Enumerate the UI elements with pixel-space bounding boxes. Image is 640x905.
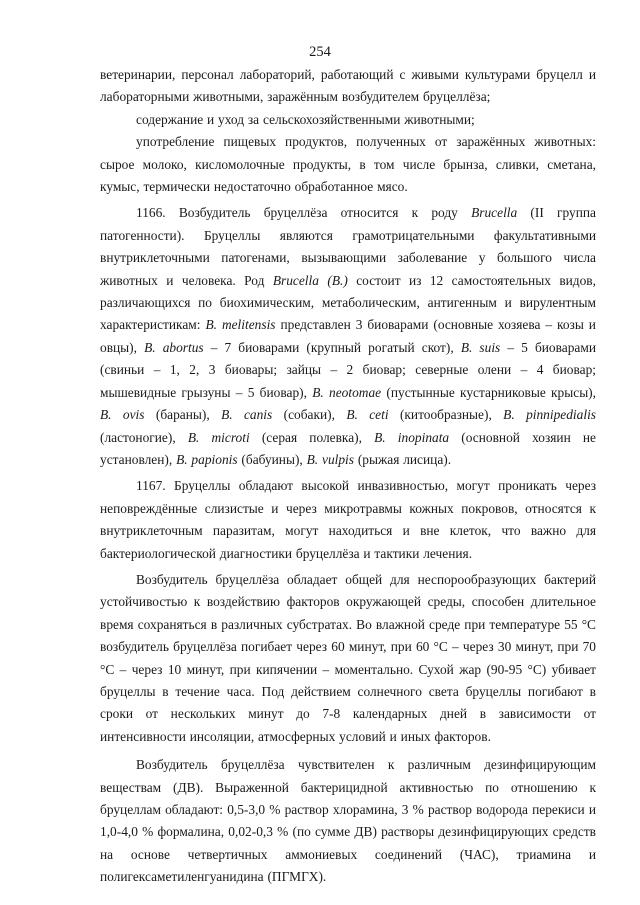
text-segment: 1166. Возбудитель бруцеллёза относится к роду bbox=[136, 205, 472, 221]
text-segment: (рыжая лисица). bbox=[354, 451, 452, 467]
paragraph-disinfectant-sensitivity: Возбудитель бруцеллёза чувствителен к различным дезинфицирующим веществам (ДВ). Выраженной бактерицидной активностью по отношению к бруцеллам обладают: 0,5-3,0 % раствор хлорамина, 3 % раствор водорода перекиси и 1,0-4,0 % формалина, 0,02-0,3 % (по сумме ДВ) растворы дезинфицирующих средств на основе четвертичных аммониевых соединений (ЧАС), триамина и полигексаметиленгуанидина (ПГМГХ). bbox=[100, 757, 596, 885]
species-name-italic: Brucella bbox=[471, 205, 518, 221]
text-segment: (ластоногие), bbox=[100, 429, 188, 445]
text-segment: представлен 3 биоварами (основные хозяева – козы и овцы), bbox=[100, 317, 596, 355]
text-segment: (бабуины), bbox=[237, 451, 307, 467]
species-name-italic: B. microti bbox=[187, 429, 250, 445]
species-name-italic: B. inopinata bbox=[374, 429, 450, 445]
text-segment: – 7 биоварами (крупный рогатый скот), bbox=[203, 339, 461, 355]
document-body bbox=[100, 64, 596, 889]
text-segment: (основной хозяин не установлен), bbox=[100, 429, 596, 467]
paragraph-1167-invasiveness: 1167. Бруцеллы обладают высокой инвазивностью, могут проникать через неповреждённые слизистые и через микротравмы кожных покровов, относятся к внутриклеточным паразитам, могут находиться и вне клеток, что важно для бактериологической диагностики бруцеллёза и тактики лечения. bbox=[100, 478, 596, 561]
text-segment: (бараны), bbox=[144, 407, 222, 423]
species-name-italic: B. pinnipedialis bbox=[503, 407, 597, 423]
species-name-italic: B. melitensis bbox=[205, 317, 276, 333]
species-name-italic: B. vulpis bbox=[306, 451, 354, 467]
text-segment: (II группа патогенности). Бруцеллы являются грамотрицательными факультативными внутриклеточными патогенами, вызывающими заболевание у большого числа животных и человека. Род bbox=[100, 205, 597, 288]
paragraph-animal-care: содержание и уход за сельскохозяйственными животными; bbox=[136, 111, 475, 127]
species-name-italic: B. neotomae bbox=[312, 384, 382, 400]
species-name-italic: B. ovis bbox=[100, 407, 145, 423]
species-name-italic: B. ceti bbox=[346, 407, 389, 423]
text-segment: (серая полевка), bbox=[249, 429, 375, 445]
species-name-italic: Brucella (B.) bbox=[272, 272, 348, 288]
text-segment: состоит из 12 самостоятельных видов, различающихся по биохимическим, метаболическим, антигенным и вирулентным характеристикам: bbox=[100, 272, 596, 333]
text-segment: (пустынные кустарниковые крысы), bbox=[381, 384, 596, 400]
text-segment: (собаки), bbox=[272, 407, 347, 423]
species-name-italic: B. suis bbox=[460, 339, 501, 355]
page-number: 254 bbox=[309, 44, 331, 60]
paragraph-environmental-resistance: Возбудитель бруцеллёза обладает общей для неспорообразующих бактерий устойчивостью к воздействию факторов окружающей среды, способен длительное время сохраняться в различных субстратах. Во влажной среде при температуре 55 °C возбудитель бруцеллёза погибает через 60 минут, при 60 °C – через 30 минут, при 70 °C – через 10 минут, при кипячении – моментально. Сухой жар (90-95 °C) убивает бруцеллы в течение часа. Под действием солнечного света бруцеллы погибают в сроки от нескольких минут до 7-8 календарных дней в зависимости от интенсивности инсоляции, атмосферных условий и иных факторов. bbox=[100, 571, 596, 744]
paragraph-occupational-risk: ветеринарии, персонал лабораторий, работающий с живыми культурами бруцелл и лабораторными животными, заражённым возбудителем бруцеллёза; bbox=[100, 67, 596, 105]
text-segment: – 5 биоварами (свиньи – 1, 2, 3 биовары; зайцы – 2 биовар; северные олени – 4 биовар; мышевидные грызуны – 5 биовар), bbox=[100, 339, 596, 400]
species-name-italic: B. abortus bbox=[144, 339, 204, 355]
paragraph-1166-brucella-species bbox=[100, 202, 596, 471]
text-segment: (китообразные), bbox=[388, 407, 504, 423]
species-name-italic: B. papionis bbox=[176, 451, 238, 467]
paragraph-food-consumption: употребление пищевых продуктов, полученных от заражённых животных: сырое молоко, кисломолочные продукты, в том числе брынза, сливки, сметана, кумыс, термически недостаточно обработанное мясо. bbox=[100, 134, 596, 195]
species-name-italic: B. canis bbox=[221, 407, 273, 423]
